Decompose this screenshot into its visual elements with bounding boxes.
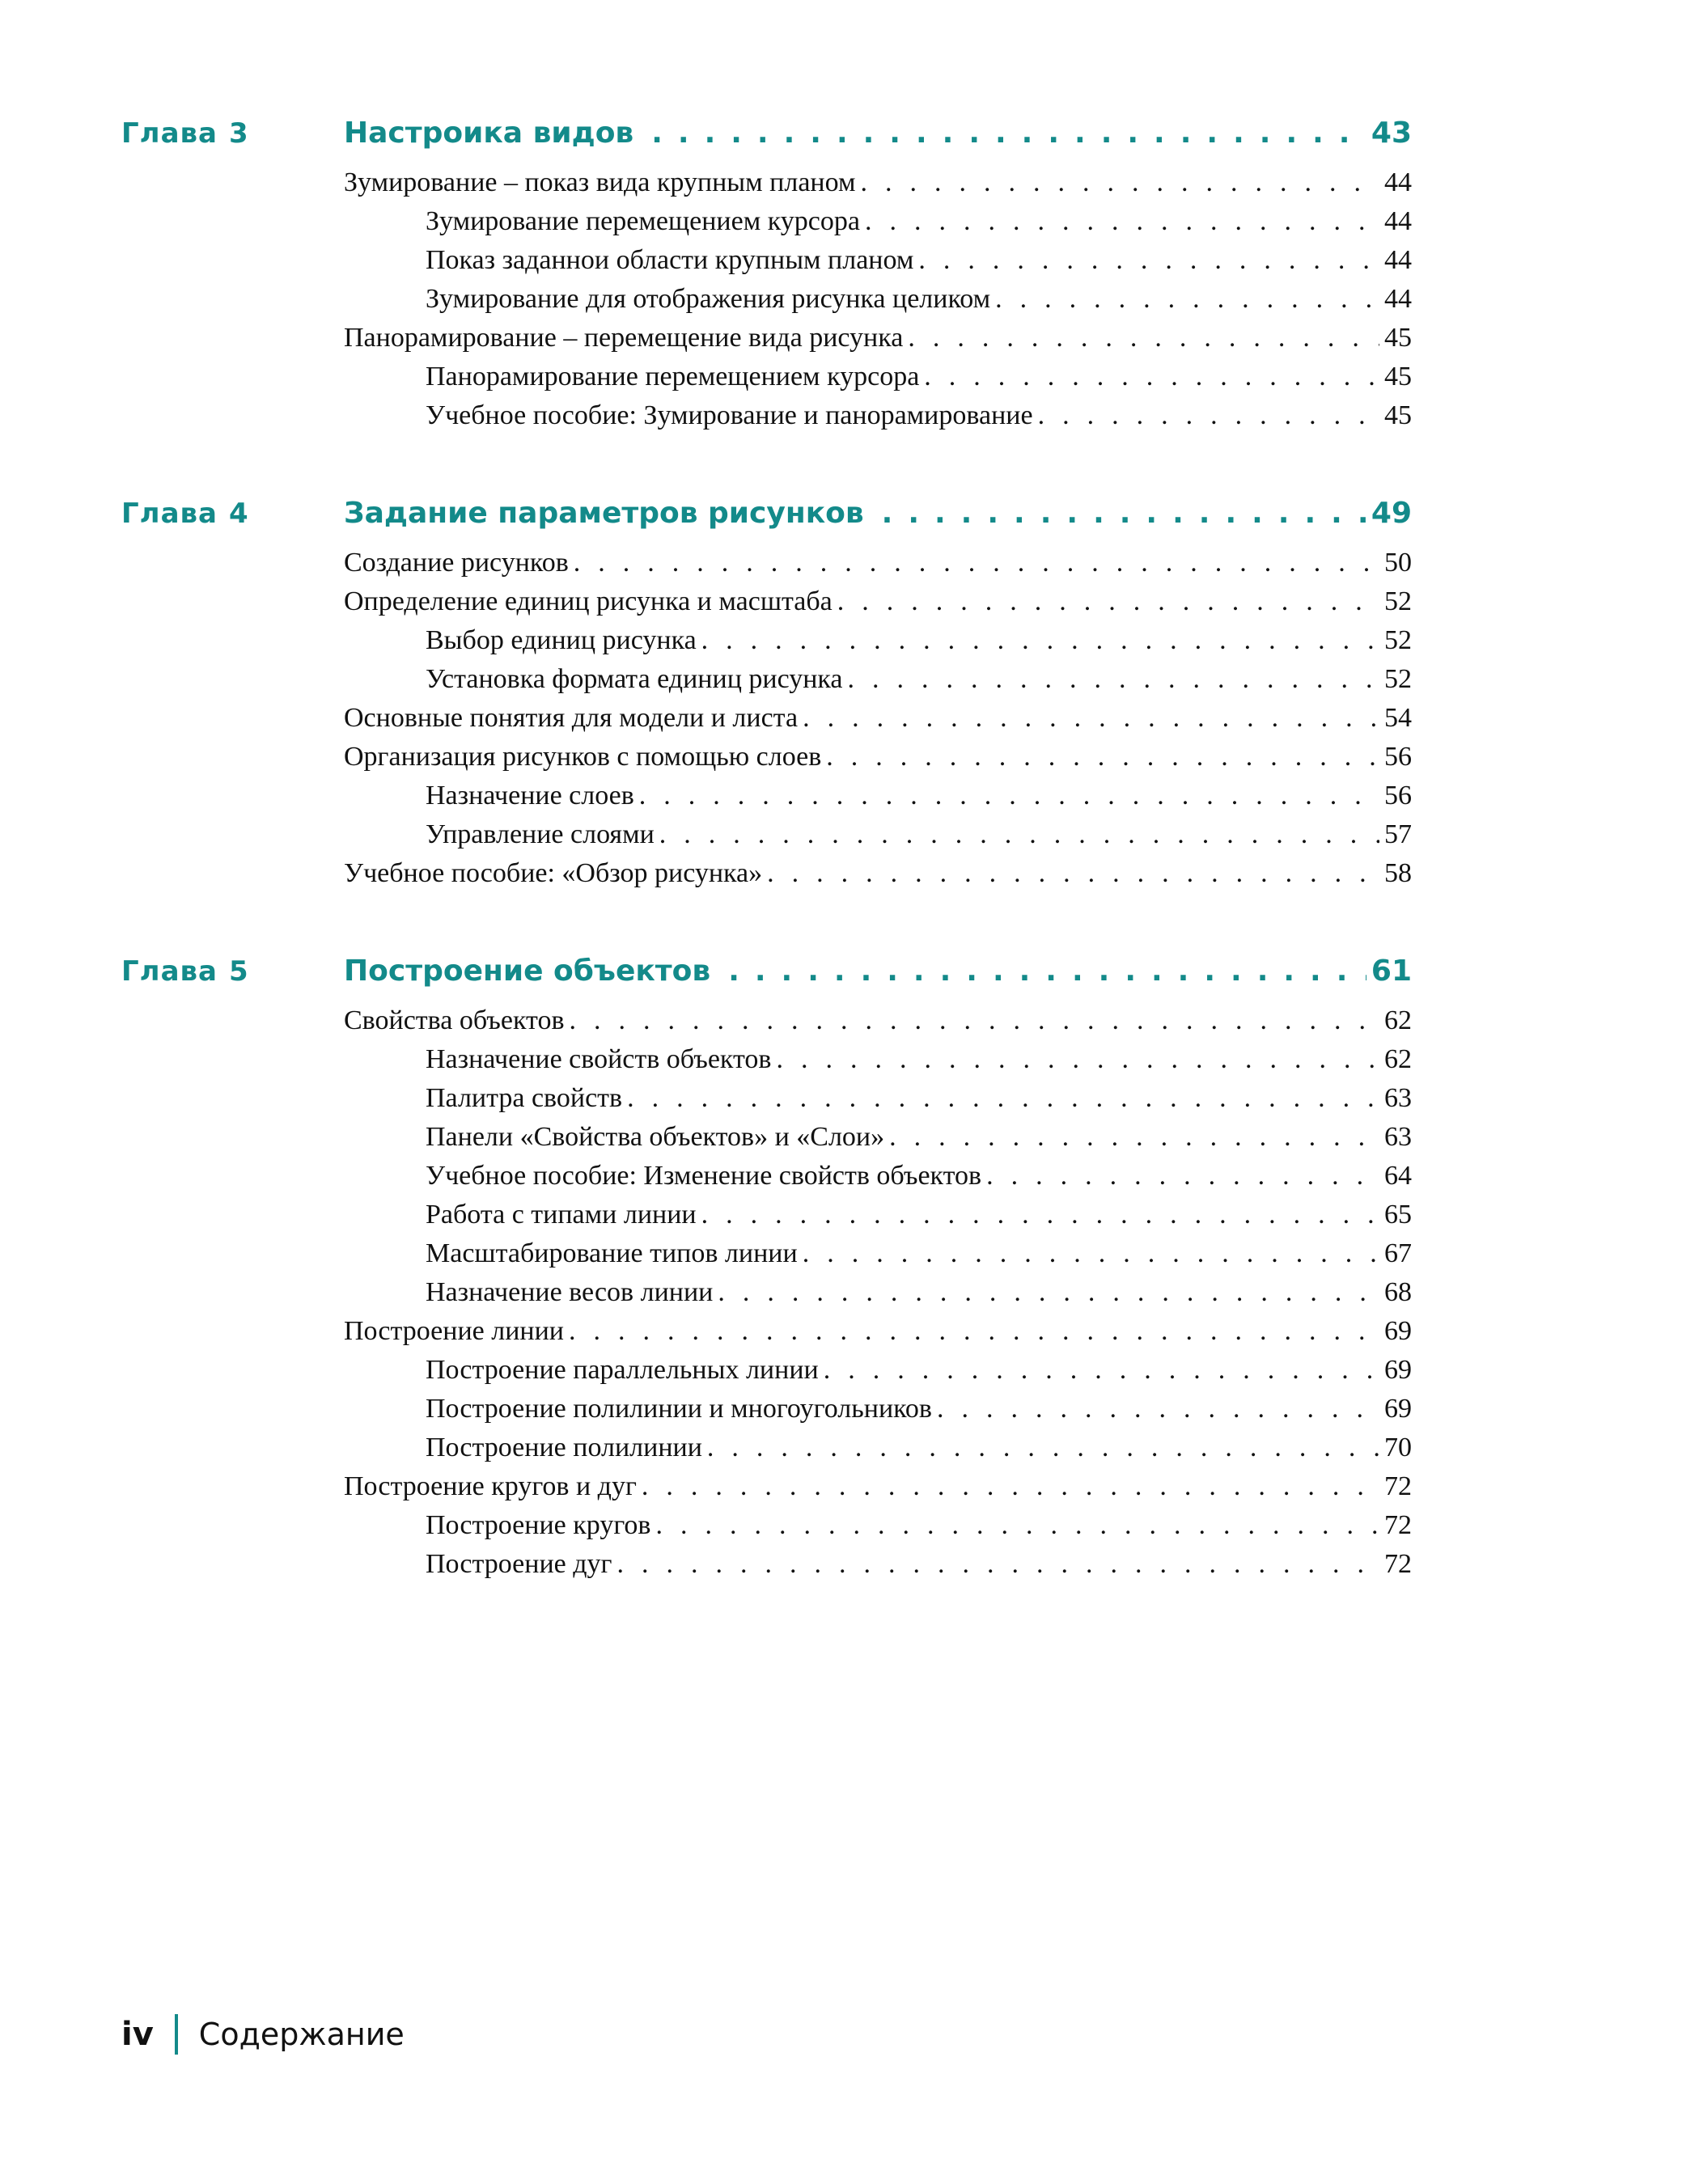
dot-leader — [860, 163, 1379, 202]
entry-title[interactable]: Панорамирование – перемещение вида рисунка — [344, 323, 904, 353]
entry-page[interactable]: 69 — [1384, 1394, 1412, 1424]
entry-title[interactable]: Построение линии — [344, 1316, 564, 1346]
dot-leader — [937, 1390, 1379, 1428]
entry-page[interactable]: 62 — [1384, 1044, 1412, 1074]
chapter-number: 4 — [228, 497, 249, 530]
dot-leader — [642, 1467, 1379, 1506]
entry-title[interactable]: Организация рисунков с помощью слоев — [344, 742, 822, 772]
entry-page[interactable]: 45 — [1384, 400, 1412, 430]
entry-page[interactable]: 69 — [1384, 1316, 1412, 1346]
chapter-page[interactable]: 43 — [1371, 116, 1412, 150]
dot-leader — [803, 1234, 1379, 1273]
entry-page[interactable]: 45 — [1384, 362, 1412, 392]
toc-entry[interactable] — [344, 815, 1412, 854]
chapter-entries — [344, 1001, 1412, 1584]
dot-leader — [574, 544, 1379, 582]
chapter-heading[interactable] — [121, 113, 1412, 163]
dot-leader — [995, 280, 1379, 319]
entry-page[interactable]: 44 — [1384, 167, 1412, 197]
toc-entry[interactable] — [344, 202, 1412, 241]
entry-page[interactable]: 62 — [1384, 1005, 1412, 1035]
entry-page[interactable]: 72 — [1384, 1471, 1412, 1501]
entry-title[interactable]: Установка формата единиц рисунка — [426, 664, 843, 694]
entry-title[interactable]: Назначение свойств объектов — [426, 1044, 772, 1074]
toc-entry[interactable] — [344, 1506, 1412, 1545]
dot-leader — [882, 493, 1366, 534]
dot-leader — [707, 1428, 1379, 1467]
entry-page[interactable]: 57 — [1384, 819, 1412, 849]
chapter-label-word: Глава — [121, 497, 218, 530]
entry-title[interactable]: Зумирование – показ вида крупным планом — [344, 167, 856, 197]
toc-entry[interactable] — [344, 544, 1412, 582]
toc-entry[interactable] — [344, 319, 1412, 358]
dot-leader — [655, 1506, 1379, 1545]
entry-page[interactable]: 52 — [1384, 664, 1412, 694]
entry-page[interactable]: 72 — [1384, 1510, 1412, 1540]
entry-page[interactable]: 58 — [1384, 858, 1412, 888]
chapter-heading[interactable] — [121, 493, 1412, 544]
dot-leader — [824, 1351, 1379, 1390]
dot-leader — [924, 358, 1379, 396]
entry-title[interactable]: Основные понятия для модели и листа — [344, 703, 799, 733]
entry-title[interactable]: Построение полилинии и многоугольников — [426, 1394, 932, 1424]
toc-entry[interactable] — [344, 1079, 1412, 1118]
dot-leader — [918, 241, 1379, 280]
chapter-page[interactable]: 49 — [1371, 497, 1412, 530]
entry-title[interactable]: Построение полилинии — [426, 1433, 702, 1462]
dot-leader — [776, 1040, 1379, 1079]
dot-leader — [986, 1157, 1379, 1196]
dot-leader — [1038, 396, 1379, 435]
dot-leader — [865, 202, 1379, 241]
toc-entry[interactable] — [344, 582, 1412, 621]
entry-page[interactable]: 44 — [1384, 206, 1412, 236]
toc-entry[interactable] — [344, 1157, 1412, 1196]
dot-leader — [639, 777, 1379, 815]
dot-leader — [718, 1273, 1379, 1312]
entry-page[interactable]: 44 — [1384, 245, 1412, 275]
toc-entry[interactable] — [344, 660, 1412, 699]
chapter-label-word: Глава — [121, 117, 218, 150]
toc-entry[interactable] — [344, 1390, 1412, 1428]
entry-title[interactable]: Создание рисунков — [344, 548, 569, 578]
dot-leader — [728, 951, 1366, 992]
toc-entry[interactable] — [344, 1234, 1412, 1273]
dot-leader — [617, 1545, 1380, 1584]
entry-title[interactable]: Палитра свойств — [426, 1083, 623, 1113]
toc-entry[interactable] — [344, 396, 1412, 435]
chapter-entries — [344, 163, 1412, 435]
dot-leader — [908, 319, 1379, 358]
chapter-title[interactable]: Построение объектов — [344, 954, 711, 988]
chapter-number: 5 — [228, 955, 249, 988]
chapter-page[interactable]: 61 — [1371, 954, 1412, 988]
entry-title[interactable]: Панорамирование перемещением курсора — [426, 362, 920, 392]
toc-entry[interactable] — [344, 621, 1412, 660]
entry-page[interactable]: 67 — [1384, 1238, 1412, 1268]
chapter-label — [121, 951, 249, 992]
chapter-3 — [121, 113, 1412, 435]
entry-title[interactable]: Свойства объектов — [344, 1005, 565, 1035]
dot-leader — [570, 1001, 1380, 1040]
chapter-title[interactable]: Задание параметров рисунков — [344, 497, 864, 530]
toc-entry[interactable] — [344, 854, 1412, 893]
dot-leader — [651, 113, 1366, 154]
entry-title[interactable]: Учебное пособие: «Обзор рисунка» — [344, 858, 763, 888]
footer-section-title: Содержание — [198, 2017, 405, 2052]
entry-page[interactable]: 56 — [1384, 781, 1412, 811]
toc-entry[interactable] — [344, 358, 1412, 396]
entry-page[interactable]: 70 — [1384, 1433, 1412, 1462]
toc-entry[interactable] — [344, 738, 1412, 777]
dot-leader — [659, 815, 1379, 854]
dot-leader — [701, 1196, 1379, 1234]
entry-page[interactable]: 52 — [1384, 625, 1412, 655]
entry-page[interactable]: 72 — [1384, 1549, 1412, 1579]
entry-title[interactable]: Масштабирование типов линии — [426, 1238, 798, 1268]
entry-title[interactable]: Управление слоями — [426, 819, 655, 849]
entry-title[interactable]: Работа с типами линии — [426, 1200, 697, 1230]
entry-title[interactable]: Зумирование перемещением курсора — [426, 206, 860, 236]
entry-page[interactable]: 65 — [1384, 1200, 1412, 1230]
toc-entry[interactable] — [344, 699, 1412, 738]
entry-title[interactable]: Построение кругов и дуг — [344, 1471, 637, 1501]
dot-leader — [803, 699, 1379, 738]
entry-page[interactable]: 63 — [1384, 1083, 1412, 1113]
toc-entry[interactable] — [344, 241, 1412, 280]
toc-entry[interactable] — [344, 1196, 1412, 1234]
dot-leader — [848, 660, 1379, 699]
entry-title[interactable]: Показ заданнои области крупным планом — [426, 245, 914, 275]
dot-leader — [889, 1118, 1379, 1157]
chapter-label — [121, 493, 249, 534]
chapter-heading[interactable] — [121, 951, 1412, 1001]
entry-page[interactable]: 52 — [1384, 586, 1412, 616]
entry-title[interactable]: Учебное пособие: Изменение свойств объектов — [426, 1161, 982, 1191]
entry-page[interactable]: 44 — [1384, 284, 1412, 314]
toc-entry[interactable] — [344, 280, 1412, 319]
chapter-label — [121, 113, 249, 154]
entry-page[interactable]: 50 — [1384, 548, 1412, 578]
dot-leader — [569, 1312, 1379, 1351]
entry-title[interactable]: Выбор единиц рисунка — [426, 625, 697, 655]
toc-entry[interactable] — [344, 1467, 1412, 1506]
entry-title[interactable]: Построение дуг — [426, 1549, 612, 1579]
entry-page[interactable]: 68 — [1384, 1277, 1412, 1307]
toc-entry[interactable] — [344, 1312, 1412, 1351]
footer-divider — [175, 2014, 178, 2055]
entry-title[interactable]: Назначение слоев — [426, 781, 634, 811]
entry-page[interactable]: 45 — [1384, 323, 1412, 353]
chapter-4 — [121, 493, 1412, 893]
toc-entry[interactable] — [344, 1428, 1412, 1467]
dot-leader — [826, 738, 1379, 777]
entry-page[interactable]: 64 — [1384, 1161, 1412, 1191]
dot-leader — [701, 621, 1379, 660]
chapter-title[interactable]: Настроика видов — [344, 116, 634, 150]
toc-entry[interactable] — [344, 777, 1412, 815]
toc-entry[interactable] — [344, 1545, 1412, 1584]
entry-page[interactable]: 56 — [1384, 742, 1412, 772]
toc-entry[interactable] — [344, 1273, 1412, 1312]
entry-title[interactable]: Построение кругов — [426, 1510, 651, 1540]
dot-leader — [837, 582, 1379, 621]
chapter-label-word: Глава — [121, 955, 218, 988]
toc-entry[interactable] — [344, 1040, 1412, 1079]
chapter-entries — [344, 544, 1412, 893]
entry-page[interactable]: 69 — [1384, 1355, 1412, 1385]
chapter-title-row — [344, 493, 1412, 534]
toc-entry[interactable] — [344, 1118, 1412, 1157]
chapter-5 — [121, 951, 1412, 1584]
footer-page-number: iv — [121, 2016, 154, 2053]
entry-title[interactable]: Учебное пособие: Зумирование и панорамирование — [426, 400, 1033, 430]
entry-title[interactable]: Построение параллельных линии — [426, 1355, 819, 1385]
toc-entry[interactable] — [344, 1351, 1412, 1390]
dot-leader — [767, 854, 1379, 893]
dot-leader — [627, 1079, 1379, 1118]
entry-title[interactable]: Зумирование для отображения рисунка целиком — [426, 284, 991, 314]
entry-title[interactable]: Назначение весов линии — [426, 1277, 714, 1307]
toc-entry[interactable] — [344, 1001, 1412, 1040]
chapter-title-row — [344, 951, 1412, 992]
entry-title[interactable]: Определение единиц рисунка и масштаба — [344, 586, 833, 616]
entry-title[interactable]: Панели «Свойства объектов» и «Слои» — [426, 1122, 885, 1152]
chapter-number: 3 — [228, 117, 249, 150]
entry-page[interactable]: 63 — [1384, 1122, 1412, 1152]
chapter-title-row — [344, 113, 1412, 154]
entry-page[interactable]: 54 — [1384, 703, 1412, 733]
toc-entry[interactable] — [344, 163, 1412, 202]
page-footer — [121, 2010, 405, 2059]
